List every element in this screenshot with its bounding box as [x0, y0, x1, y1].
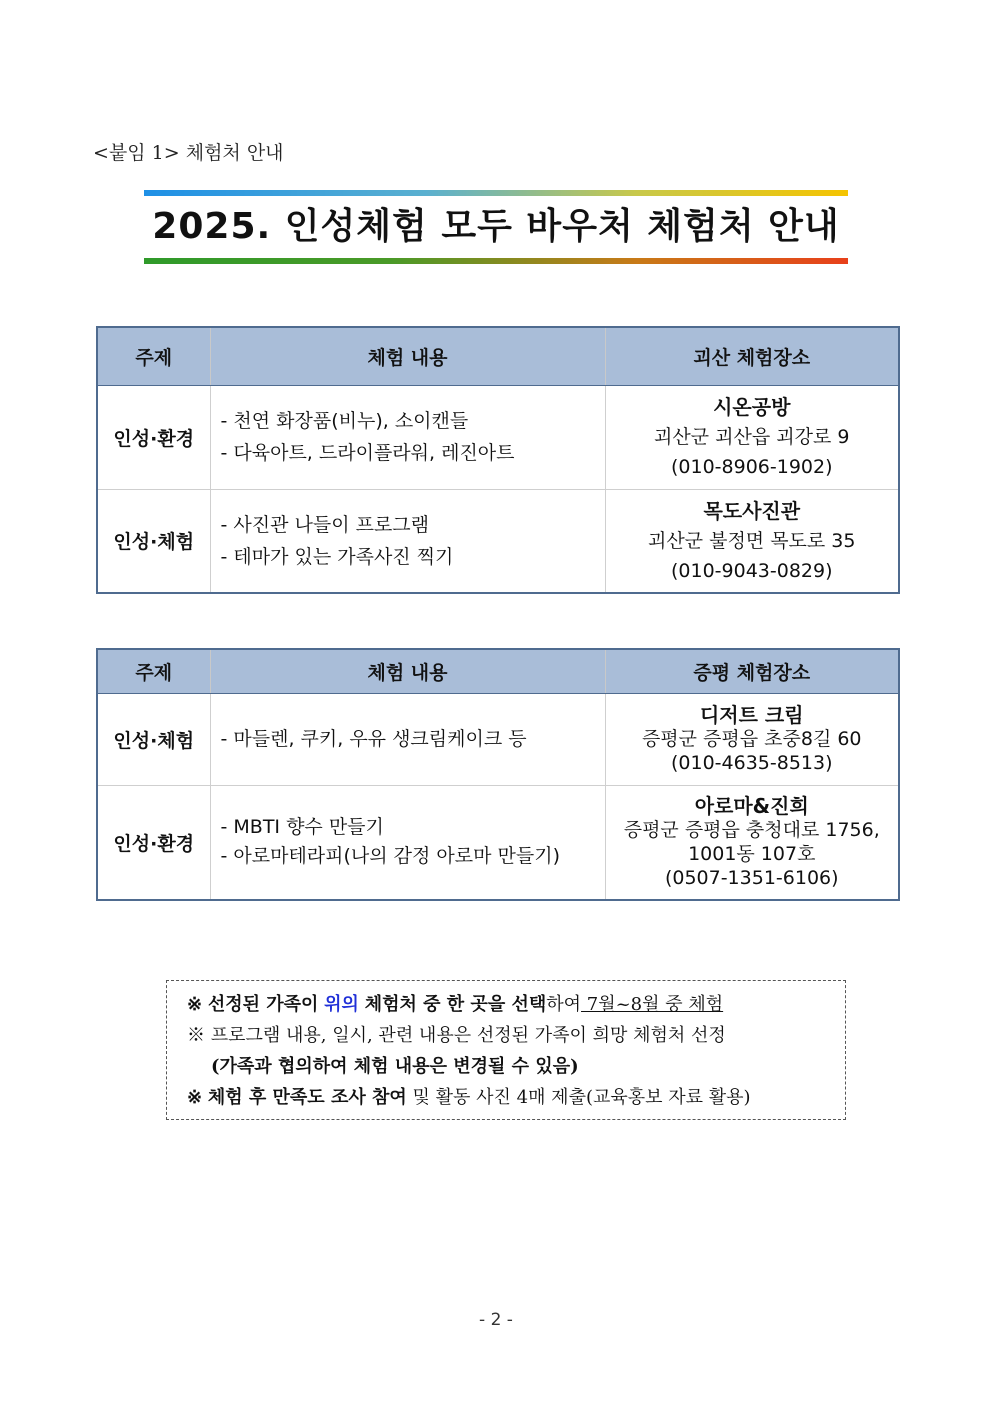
table-header-row — [97, 327, 899, 385]
place-address: 증평군 증평읍 충청대로 1756, — [623, 819, 880, 842]
place-address: 괴산군 불정면 목도로 35 — [648, 529, 856, 552]
table-row — [97, 785, 899, 900]
notice-text: 및 활동 사진 4매 제출(교육홍보 자료 활용) — [412, 1087, 751, 1108]
place-address-2: 1001동 107호 — [688, 843, 816, 866]
place-name: 목도사진관 — [703, 498, 801, 523]
header-content: 체험 내용 — [210, 649, 605, 693]
place-phone: (010-9043-0829) — [670, 559, 833, 582]
theme-cell: 인성·환경 — [97, 785, 210, 900]
notice-text: 하여 — [546, 994, 582, 1015]
place-address: 괴산군 괴산읍 괴강로 9 — [654, 426, 850, 448]
content-line: - 천연 화장품(비누), 소이캔들 — [220, 410, 469, 432]
notice-line-1 — [187, 989, 845, 1020]
header-place: 증평 체험장소 — [605, 649, 899, 693]
notice-highlight: 위의 — [324, 994, 359, 1015]
notice-line-2: ※ 프로그램 내용, 일시, 관련 내용은 선정된 가족이 희망 체험처 선정 — [187, 1025, 726, 1046]
theme-cell: 인성·체험 — [97, 693, 210, 785]
page-number: - 2 - — [479, 1310, 513, 1330]
place-name: 아로마&진희 — [694, 794, 809, 819]
content-cell — [210, 385, 605, 489]
place-cell — [605, 385, 899, 489]
content-line: - 다육아트, 드라이플라워, 레진아트 — [220, 442, 515, 464]
notice-bold-text: 선정된 가족이 — [207, 994, 319, 1015]
reference-mark: ※ — [187, 1087, 203, 1108]
content-cell — [210, 489, 605, 593]
notice-line-3 — [187, 1051, 845, 1082]
title-bottom-bar — [144, 258, 848, 264]
theme-cell: 인성·체험 — [97, 489, 210, 593]
header-theme: 주제 — [97, 649, 210, 693]
content-line: - 마들렌, 쿠키, 우유 생크림케이크 등 — [220, 727, 527, 750]
notice-box — [166, 980, 846, 1120]
content-line: - 아로마테라피(나의 감정 아로마 만들기) — [220, 845, 561, 868]
place-phone: (010-8906-1902) — [670, 456, 833, 478]
place-name: 시온공방 — [713, 395, 791, 419]
place-phone: (010-4635-8513) — [670, 752, 833, 774]
notice-line-4 — [187, 1082, 845, 1113]
table-row — [97, 385, 899, 489]
header-content: 체험 내용 — [210, 327, 605, 385]
notice-bold-text: (가족과 협의하여 체험 내용은 변경될 수 있음) — [211, 1056, 579, 1077]
place-phone: (0507-1351-6106) — [664, 867, 839, 890]
table-row — [97, 693, 899, 785]
theme-cell: 인성·환경 — [97, 385, 210, 489]
place-cell — [605, 785, 899, 900]
place-name: 디저트 크림 — [699, 703, 804, 727]
header-theme: 주제 — [97, 327, 210, 385]
reference-mark: ※ — [187, 994, 203, 1015]
content-line: - 테마가 있는 가족사진 찍기 — [220, 545, 454, 568]
content-cell — [210, 785, 605, 900]
notice-bold-text: 체험 후 만족도 조사 참여 — [207, 1087, 407, 1108]
header-place: 괴산 체험장소 — [605, 327, 899, 385]
page-title: 2025. 인성체험 모두 바우처 체험처 안내 — [152, 206, 840, 247]
notice-underline: 7월~8월 중 체험 — [581, 994, 724, 1015]
goesan-table — [96, 326, 900, 594]
content-line: - 사진관 나들이 프로그램 — [220, 513, 430, 536]
place-cell — [605, 693, 899, 785]
content-line: - MBTI 향수 만들기 — [220, 816, 384, 839]
place-address: 증평군 증평읍 초중8길 60 — [641, 728, 862, 750]
place-cell — [605, 489, 899, 593]
attachment-label: <붙임 1> 체험처 안내 — [93, 142, 284, 164]
table-row — [97, 489, 899, 593]
notice-bold-text: 체험처 중 한 곳을 선택 — [364, 994, 547, 1015]
title-top-bar — [144, 190, 848, 196]
table-header-row — [97, 649, 899, 693]
content-cell — [210, 693, 605, 785]
jeungpyeong-table — [96, 648, 900, 901]
